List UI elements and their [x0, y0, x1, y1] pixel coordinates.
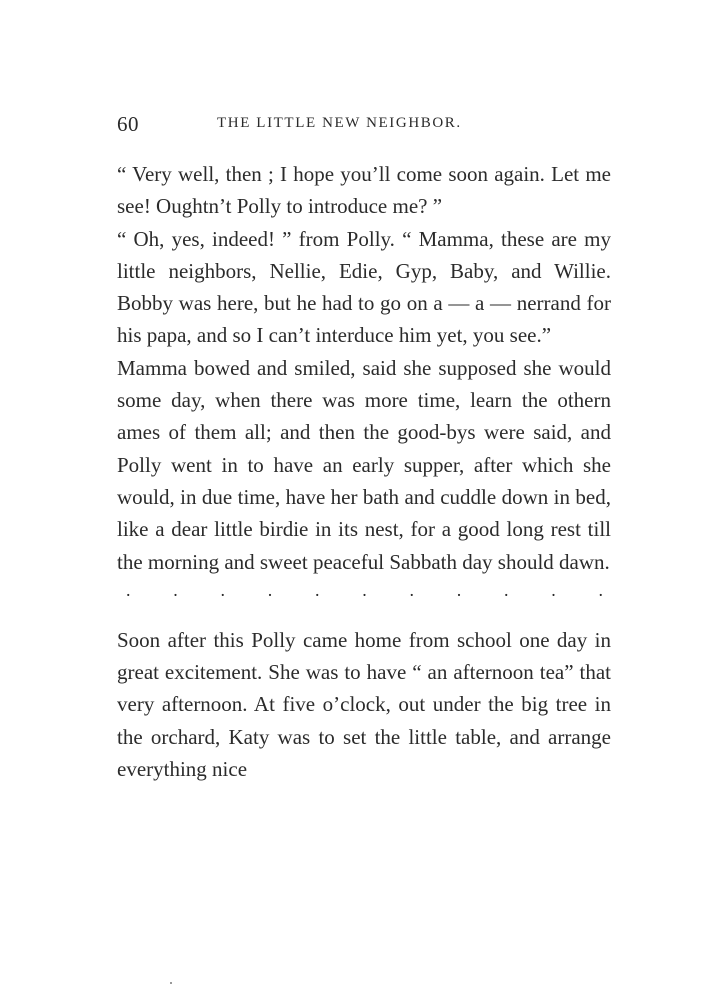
separator-dot: .	[362, 579, 367, 600]
paragraph-3: Mamma bowed and smiled, said she supposed she would some day, when there was more time, learn the othern ames of them all; and then the good-bys were said, and Polly went in to have an early supper, after which she would, in due time, have her bath and cuddle down in bed, like a dear little birdie in its nest, for a good long rest till the morning and sweet peaceful Sabbath day should dawn.	[117, 355, 611, 574]
separator-dot: .	[551, 579, 556, 600]
paragraph-4: Soon after this Polly came home from school one day in great excitement. She was to have “ an afternoon tea” that very afternoon. At five o’clock, out under the big tree in the orchard, Katy was to set the little table, and arrange everything nice	[117, 627, 611, 782]
page-number: 60	[117, 112, 139, 136]
running-title: THE LITTLE NEW NEIGHBOR.	[217, 115, 462, 131]
paper-speck	[170, 982, 172, 984]
separator-dot: .	[126, 579, 131, 600]
separator-dot: .	[173, 579, 178, 600]
section-separator	[117, 580, 611, 604]
paragraph-1: “ Very well, then ; I hope you’ll come soon again. Let me see! Oughtn’t Polly to introduce me? ”	[117, 162, 611, 219]
separator-dot: .	[409, 579, 414, 600]
body-text	[117, 158, 611, 785]
separator-dot: .	[220, 579, 225, 600]
separator-dot: .	[504, 579, 509, 600]
separator-dot: .	[267, 579, 273, 600]
paragraph-2: “ Oh, yes, indeed! ” from Polly. “ Mamma, these are my little neighbors, Nellie, Edie, Gyp, Baby, and Willie. Bobby was here, but he had to go on a — a — nerrand for his papa, and so I can’t interduce him yet, you see.”	[117, 226, 611, 348]
separator-dot: .	[315, 579, 320, 600]
separator-dot: .	[456, 579, 462, 600]
running-head	[117, 112, 611, 138]
separator-dot: .	[598, 579, 603, 600]
